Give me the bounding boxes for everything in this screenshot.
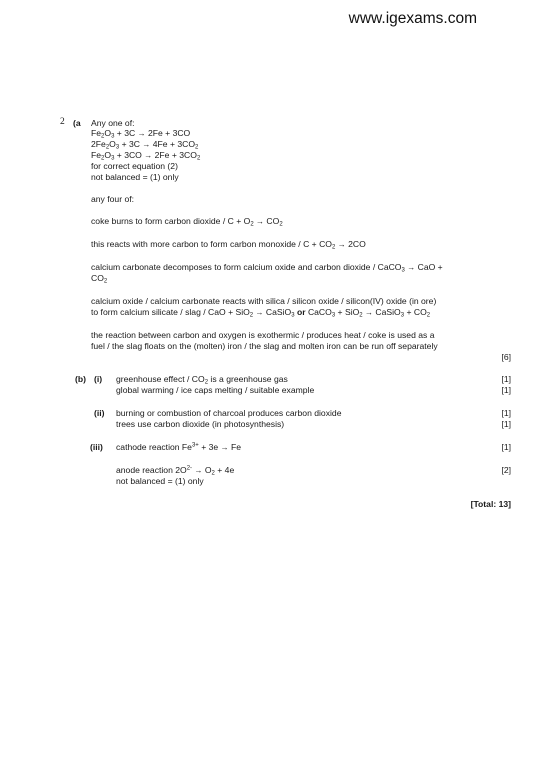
- point-calcium-oxide-line1: calcium oxide / calcium carbonate reacts with silica / silicon oxide / silicon(IV) oxide (in ore): [91, 296, 437, 306]
- correct-equation-note: for correct equation (2): [91, 161, 178, 171]
- b-i-mark1: [1]: [501, 374, 511, 384]
- anode-reaction: anode reaction $2O^{2-} \to O_2 + 4e$: [116, 465, 235, 477]
- arrow-icon: →: [137, 129, 146, 138]
- part-b-iii-label: (iii): [90, 442, 103, 452]
- b-ii-mark2: [1]: [501, 419, 511, 429]
- arrow-icon: →: [407, 263, 416, 272]
- part-a-mark: [6]: [501, 352, 511, 362]
- arrow-icon: →: [142, 140, 151, 149]
- point-exothermic-line2: fuel / the slag floats on the (molten) iron / the slag and molten iron can be run off separately: [91, 341, 438, 351]
- point-coke-burns: coke burns to form carbon dioxide / $C + O_2 \to CO_2$: [91, 216, 283, 228]
- part-a-label: (a: [73, 118, 81, 128]
- point-exothermic-line1: the reaction between carbon and oxygen is exothermic / produces heat / coke is used as a: [91, 330, 435, 340]
- equation-3: $Fe_2O_3 + 3CO \to 2Fe + 3CO_2$: [91, 150, 201, 162]
- arrow-icon: →: [144, 151, 153, 160]
- question-number: 2: [60, 117, 65, 127]
- part-b-ii-label: (ii): [94, 408, 105, 418]
- b-i-line2: global warming / ice caps melting / suitable example: [116, 385, 315, 395]
- site-header: www.igexams.com: [348, 10, 477, 27]
- point-carbon-monoxide: this reacts with more carbon to form carbon monoxide / $C + CO_2 \to 2CO$: [91, 239, 366, 251]
- b-i-mark2: [1]: [501, 385, 511, 395]
- b-iii-mark2: [2]: [501, 465, 511, 475]
- equation-1: $Fe_2O_3 + 3C \to 2Fe + 3CO$: [91, 128, 191, 140]
- arrow-icon: →: [256, 217, 265, 226]
- arrow-icon: →: [365, 308, 374, 317]
- part-b-label: (b): [75, 374, 86, 384]
- cathode-reaction: cathode reaction $Fe^{3+} + 3e \to Fe$: [116, 442, 241, 452]
- arrow-icon: →: [194, 466, 203, 475]
- equation-2: $2Fe_2O_3 + 3C \to 4Fe + 3CO_2$: [91, 139, 199, 151]
- b-ii-line2: trees use carbon dioxide (in photosynthesis): [116, 419, 285, 429]
- point-calcium-oxide-line2: to form calcium silicate / slag / CaO + SiO$_2$ → CaSiO$_3$ or CaCO$_3$ + SiO$_2$ → CaSiO$_3$ + $CO_2$: [91, 307, 431, 319]
- b-iii-mark1: [1]: [501, 442, 511, 452]
- part-b-i-label: (i): [94, 374, 103, 384]
- point-calcium-carbonate-line2: $CO_2$: [91, 273, 108, 285]
- b-iii-not-balanced: not balanced = (1) only: [116, 476, 204, 486]
- not-balanced-note: not balanced = (1) only: [91, 172, 179, 182]
- arrow-icon: →: [337, 240, 346, 249]
- any-one-intro: Any one of:: [91, 118, 135, 128]
- point-calcium-carbonate-line1: calcium carbonate decomposes to form calcium oxide and carbon dioxide / CaCO$_3$ → CaO +: [91, 262, 443, 274]
- b-ii-line1: burning or combustion of charcoal produces carbon dioxide: [116, 408, 342, 418]
- b-ii-mark1: [1]: [501, 408, 511, 418]
- total-marks: [Total: 13]: [470, 499, 511, 509]
- arrow-icon: →: [220, 443, 229, 452]
- any-four-intro: any four of:: [91, 194, 134, 204]
- arrow-icon: →: [255, 308, 264, 317]
- b-i-line1: greenhouse effect / $CO_2$ is a greenhouse gas: [116, 374, 288, 386]
